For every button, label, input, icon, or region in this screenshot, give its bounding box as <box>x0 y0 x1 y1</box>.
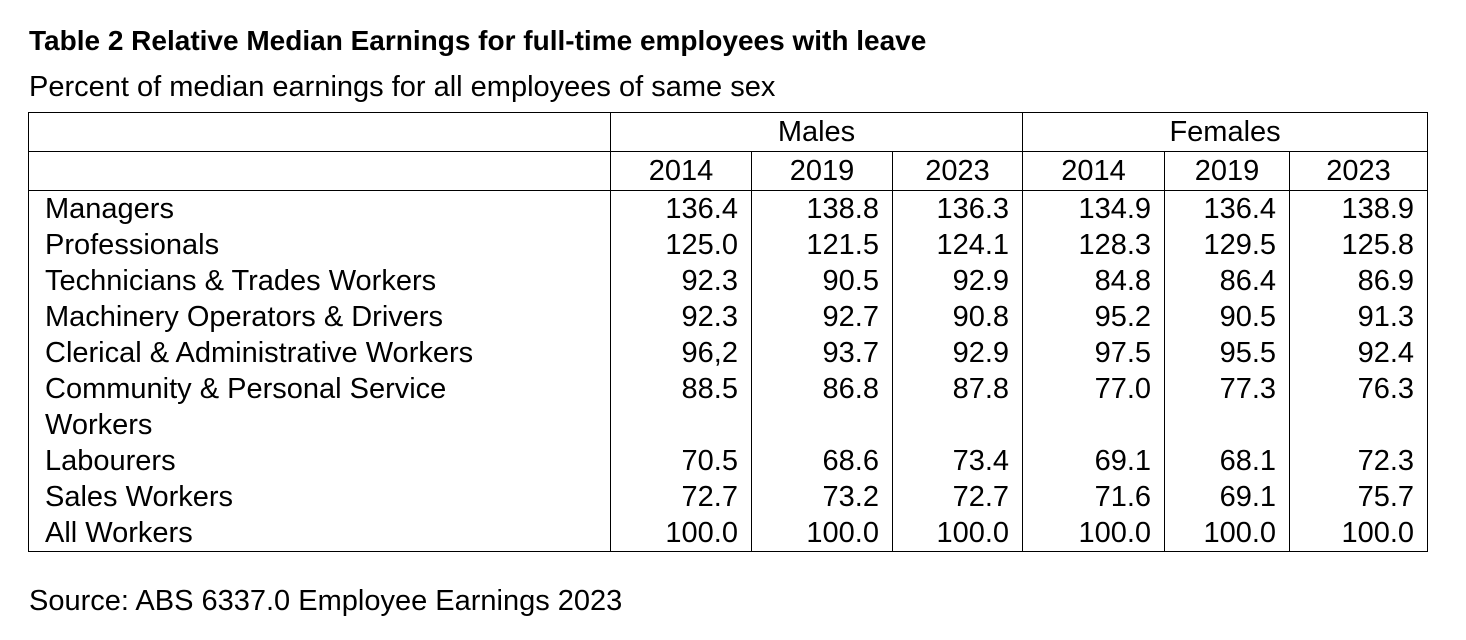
value-cell: 86.8 <box>752 371 893 443</box>
table-subtitle: Percent of median earnings for all employees of same sex <box>29 71 776 103</box>
value-cell: 100.0 <box>893 515 1023 552</box>
table-row <box>29 443 1428 479</box>
value-cell: 92.3 <box>611 299 752 335</box>
value-cell: 92.9 <box>893 335 1023 371</box>
value-cell: 124.1 <box>893 227 1023 263</box>
year-header: 2023 <box>893 152 1023 191</box>
value-cell: 86.4 <box>1165 263 1290 299</box>
value-cell: 75.7 <box>1290 479 1428 515</box>
value-cell: 71.6 <box>1023 479 1165 515</box>
value-cell: 69.1 <box>1023 443 1165 479</box>
table-row <box>29 191 1428 228</box>
group-header-row <box>29 113 1428 152</box>
table-title: Table 2 Relative Median Earnings for full-time employees with leave <box>29 25 927 56</box>
value-cell: 97.5 <box>1023 335 1165 371</box>
value-cell: 125.0 <box>611 227 752 263</box>
value-cell: 92.9 <box>893 263 1023 299</box>
value-cell: 134.9 <box>1023 191 1165 228</box>
group-header-males: Males <box>611 113 1023 152</box>
row-label: Community & Personal Service Workers <box>29 371 611 443</box>
value-cell: 100.0 <box>1290 515 1428 552</box>
value-cell: 84.8 <box>1023 263 1165 299</box>
earnings-table <box>28 112 1428 552</box>
value-cell: 95.5 <box>1165 335 1290 371</box>
year-header: 2014 <box>611 152 752 191</box>
value-cell: 138.9 <box>1290 191 1428 228</box>
year-header: 2019 <box>752 152 893 191</box>
value-cell: 91.3 <box>1290 299 1428 335</box>
value-cell: 92.4 <box>1290 335 1428 371</box>
row-label: Managers <box>29 191 611 228</box>
row-label: Machinery Operators & Drivers <box>29 299 611 335</box>
value-cell: 76.3 <box>1290 371 1428 443</box>
value-cell: 73.2 <box>752 479 893 515</box>
value-cell: 129.5 <box>1165 227 1290 263</box>
value-cell: 68.6 <box>752 443 893 479</box>
value-cell: 72.7 <box>611 479 752 515</box>
year-header: 2023 <box>1290 152 1428 191</box>
value-cell: 73.4 <box>893 443 1023 479</box>
value-cell: 128.3 <box>1023 227 1165 263</box>
row-label: Sales Workers <box>29 479 611 515</box>
value-cell: 136.4 <box>1165 191 1290 228</box>
value-cell: 96,2 <box>611 335 752 371</box>
table-row <box>29 299 1428 335</box>
value-cell: 72.7 <box>893 479 1023 515</box>
value-cell: 90.8 <box>893 299 1023 335</box>
value-cell: 95.2 <box>1023 299 1165 335</box>
value-cell: 136.3 <box>893 191 1023 228</box>
value-cell: 90.5 <box>752 263 893 299</box>
group-header-females: Females <box>1023 113 1428 152</box>
table-row <box>29 371 1428 443</box>
value-cell: 87.8 <box>893 371 1023 443</box>
value-cell: 68.1 <box>1165 443 1290 479</box>
value-cell: 100.0 <box>1165 515 1290 552</box>
table-row <box>29 515 1428 552</box>
value-cell: 121.5 <box>752 227 893 263</box>
table-row <box>29 479 1428 515</box>
row-label: Professionals <box>29 227 611 263</box>
year-header: 2014 <box>1023 152 1165 191</box>
year-header-row <box>29 152 1428 191</box>
row-label: All Workers <box>29 515 611 552</box>
value-cell: 90.5 <box>1165 299 1290 335</box>
row-label: Clerical & Administrative Workers <box>29 335 611 371</box>
value-cell: 77.3 <box>1165 371 1290 443</box>
corner-cell <box>29 113 611 152</box>
table-row <box>29 227 1428 263</box>
value-cell: 136.4 <box>611 191 752 228</box>
table-row <box>29 335 1428 371</box>
year-header: 2019 <box>1165 152 1290 191</box>
value-cell: 70.5 <box>611 443 752 479</box>
row-label: Labourers <box>29 443 611 479</box>
value-cell: 92.7 <box>752 299 893 335</box>
value-cell: 138.8 <box>752 191 893 228</box>
value-cell: 69.1 <box>1165 479 1290 515</box>
value-cell: 100.0 <box>611 515 752 552</box>
source-note: Source: ABS 6337.0 Employee Earnings 2023 <box>29 585 623 617</box>
row-label: Technicians & Trades Workers <box>29 263 611 299</box>
value-cell: 93.7 <box>752 335 893 371</box>
table-row <box>29 263 1428 299</box>
value-cell: 86.9 <box>1290 263 1428 299</box>
value-cell: 88.5 <box>611 371 752 443</box>
value-cell: 92.3 <box>611 263 752 299</box>
value-cell: 72.3 <box>1290 443 1428 479</box>
value-cell: 100.0 <box>1023 515 1165 552</box>
value-cell: 125.8 <box>1290 227 1428 263</box>
value-cell: 100.0 <box>752 515 893 552</box>
value-cell: 77.0 <box>1023 371 1165 443</box>
corner-cell <box>29 152 611 191</box>
